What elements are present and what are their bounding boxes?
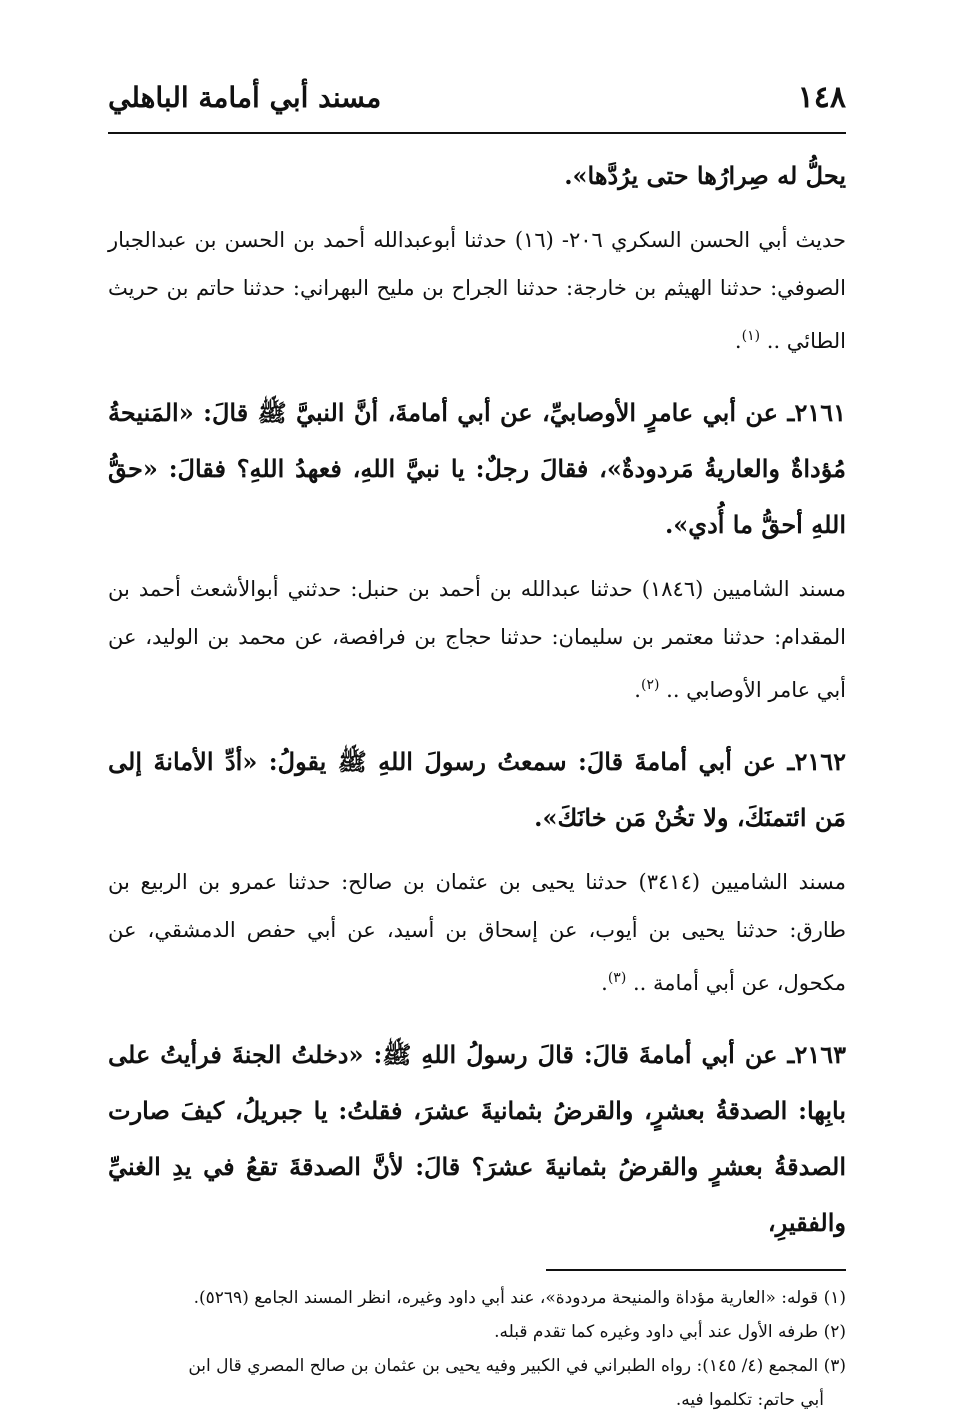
source-paragraph: مسند الشاميين (٣٤١٤) حدثنا يحيى بن عثمان بن صالح: حدثنا عمرو بن الربيع بن طارق: حدثنا يحيى بن أيوب، عن إسحاق بن أسيد، عن أبي حفص الدمشقي، عن مكحول، عن أبي أمامة .. $^{(٣)}$. — [108, 870, 846, 995]
page-body — [108, 148, 846, 1251]
source-text: حديث أبي الحسن السكري ٢٠٦- (١٦) حدثنا أبوعبدالله أحمد بن الحسن بن عبدالجبار الصوفي: حدثنا الهيثم بن خارجة: حدثنا الجراح بن مليح البهراني: حدثنا حاتم بن حريث الطائي .. — [108, 228, 846, 353]
footnote-divider — [546, 1269, 846, 1271]
running-title: مسند أبي أمامة الباهلي — [108, 81, 382, 114]
footnote-3-text: (٣) المجمع (٤/ ١٤٥): رواه الطبراني في الكبير وفيه يحيى بن عثمان بن صالح المصري قال ابن — [188, 1356, 846, 1376]
hadith-2162: ٢١٦٢ـ عن أبي أمامةَ قالَ: سمعتُ رسولَ اللهِ ﷺ يقولُ: «أدِّ الأمانةَ إلى مَن ائتمنَكَ، ولا تخُنْ مَن خانَكَ». — [108, 747, 846, 832]
footnote-marker[interactable]: (١) — [741, 328, 761, 344]
footnote-3-continuation: أبي حاتم: تكلموا فيه. — [675, 1390, 824, 1410]
source-text: مسند الشاميين (٣٤١٤) حدثنا يحيى بن عثمان بن صالح: حدثنا عمرو بن الربيع بن طارق: حدثنا يحيى بن أيوب، عن إسحاق بن أسيد، عن أبي حفص الدمشقي، عن مكحول، عن أبي أمامة .. — [108, 870, 846, 995]
source-paragraph: حديث أبي الحسن السكري ٢٠٦- (١٦) حدثنا أبوعبدالله أحمد بن الحسن بن عبدالجبار الصوفي: حدثنا الهيثم بن خارجة: حدثنا الجراح بن مليح البهراني: حدثنا حاتم بن حريث الطائي .. $^{(١)}$. — [108, 228, 846, 353]
footnote-1: (١) قوله: «العارية مؤداة والمنيحة مردودة»، عند أبي داود وغيره، انظر المسند الجامع (٥٢٦٩). — [193, 1288, 846, 1308]
footnotes — [108, 1281, 846, 1417]
footnote-3 — [108, 1349, 846, 1417]
hadith-2163: ٢١٦٣ـ عن أبي أمامةَ قالَ: قالَ رسولُ اللهِ ﷺ: «دخلتُ الجنةَ فرأيتُ على بابِها: الصدقةُ بعشرٍ، والقرضُ بثمانيةَ عشرَ، فقلتُ: يا جبريلُ، كيفَ صارت الصدقةُ بعشرٍ والقرضُ بثمانيةَ عشرَ؟ قالَ: لأنَّ الصدقةَ تقعُ في يدِ الغنيِّ والفقيرِ، — [108, 1040, 847, 1237]
page-header — [108, 80, 846, 134]
footnote-2: (٢) طرفه الأول عند أبي داود وغيره كما تقدم قبله. — [494, 1322, 846, 1342]
footnote-marker[interactable]: (٢) — [640, 677, 660, 693]
footnote-marker[interactable]: (٣) — [607, 970, 627, 986]
hadith-2161: ٢١٦١ـ عن أبي عامرٍ الأوصابيِّ، عن أبي أمامةَ، أنَّ النبيَّ ﷺ قالَ: «المَنيحةُ مُؤداةٌ والعاريةُ مَردودةٌ»، فقالَ رجلٌ: يا نبيَّ اللهِ، فعهدُ اللهِ؟ فقالَ: «حقُّ اللهِ أحقُّ ما أُدي». — [108, 398, 846, 539]
source-paragraph: مسند الشاميين (١٨٤٦) حدثنا عبدالله بن أحمد بن حنبل: حدثني أبوالأشعث أحمد بن المقدام: حدثنا معتمر بن سليمان: حدثنا حجاج بن فرافصة، عن محمد بن الوليد، عن أبي عامر الأوصابي .. $^{(٢)}$. — [108, 577, 846, 702]
opening-line: يحلُّ له صِرارُها حتى يرُدَّها». — [564, 161, 846, 190]
page — [108, 80, 846, 1417]
source-text: مسند الشاميين (١٨٤٦) حدثنا عبدالله بن أحمد بن حنبل: حدثني أبوالأشعث أحمد بن المقدام: حدثنا معتمر بن سليمان: حدثنا حجاج بن فرافصة، عن محمد بن الوليد، عن أبي عامر الأوصابي .. — [108, 577, 846, 702]
page-number: ١٤٨ — [797, 80, 846, 115]
